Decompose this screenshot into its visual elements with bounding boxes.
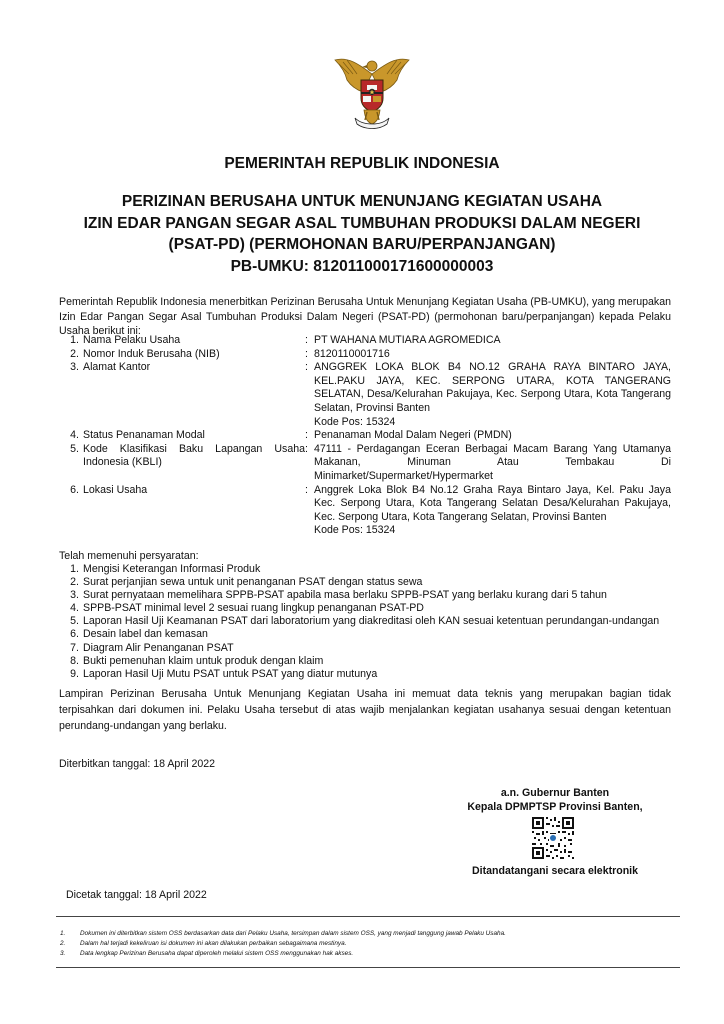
title-line: (PSAT-PD) (PERMOHONAN BARU/PERPANJANGAN) bbox=[168, 236, 556, 253]
field-row-business-name bbox=[59, 334, 671, 348]
footnote-text: Data lengkap Perizinan Berusaha dapat diperoleh melalui sistem OSS menggunakan hak akses. bbox=[80, 950, 354, 957]
item-number: 9. bbox=[70, 667, 79, 680]
item-text: SPPB-PSAT minimal level 2 sesuai ruang lingkup penanganan PSAT-PD bbox=[83, 602, 424, 615]
list-item bbox=[59, 615, 699, 628]
government-heading: PEMERINTAH REPUBLIK INDONESIA bbox=[224, 155, 500, 172]
footnotes bbox=[56, 916, 680, 968]
field-colon: : bbox=[305, 429, 308, 442]
field-number: 6. bbox=[70, 483, 79, 496]
list-item bbox=[59, 563, 699, 576]
location-text: Anggrek Loka Blok B4 No.12 Graha Raya Bintaro Jaya, Kel. Paku Jaya Kec. Serpong Utara, Kota Tangerang Selatan Desa/Kelurahan Pakujaya, Kec. Serpong Utara, Kota Tangerang Selatan, Provinsi Banten bbox=[314, 483, 671, 523]
item-number: 6. bbox=[70, 628, 79, 641]
field-value: PT WAHANA MUTIARA AGROMEDICA bbox=[314, 334, 501, 346]
field-value: 47111 - Perdagangan Eceran Berbagai Macam Barang Yang Utamanya Makanan, Minuman Atau Tembakau Di Minimarket/Supermarket/Hypermarket bbox=[314, 442, 671, 482]
field-colon: : bbox=[305, 347, 308, 360]
printed-date: Dicetak tanggal: 18 April 2022 bbox=[66, 889, 207, 901]
list-item bbox=[59, 668, 699, 681]
item-text: Laporan Hasil Uji Keamanan PSAT dari laboratorium yang diakreditasi oleh KAN sesuai ketentuan perundangan-undangan bbox=[83, 615, 660, 628]
field-value bbox=[314, 361, 671, 429]
field-label: Lokasi Usaha bbox=[83, 483, 148, 496]
item-text: Mengisi Keterangan Informasi Produk bbox=[83, 563, 261, 575]
field-row-investment-status bbox=[59, 429, 671, 443]
qr-code-icon bbox=[531, 816, 575, 860]
item-number: 4. bbox=[70, 602, 79, 615]
footnote-number: 1. bbox=[60, 930, 66, 937]
field-row-office-address bbox=[59, 361, 671, 429]
item-text: Laporan Hasil Uji Mutu PSAT untuk PSAT yang diatur mutunya bbox=[83, 667, 378, 680]
field-number: 5. bbox=[70, 442, 79, 455]
intro-paragraph: Pemerintah Republik Indonesia menerbitkan Perizinan Berusaha Untuk Menunjang Kegiatan Usaha (PB-UMKU), yang merupakan Izin Edar Pangan Segar Asal Tumbuhan Produksi Dalam Negeri (PSAT-PD) (permohonan baru/perpanjangan) kepada Pelaku Usaha berikut ini: bbox=[59, 296, 671, 337]
issued-date: Diterbitkan tanggal: 18 April 2022 bbox=[59, 758, 216, 770]
field-colon: : bbox=[305, 483, 308, 496]
signature-on-behalf: a.n. Gubernur Banten bbox=[500, 787, 610, 799]
item-number: 3. bbox=[70, 589, 79, 602]
closing-paragraph: Lampiran Perizinan Berusaha Untuk Menunjang Kegiatan Usaha ini memuat data teknis yang merupakan bagian tidak terpisahkan dari dokumen ini. Pelaku Usaha tersebut di atas wajib menjalankan kegiatan usahanya sesuai dengan ketentuan perundang-undangan yang berlaku. bbox=[59, 688, 671, 732]
list-item bbox=[59, 655, 699, 668]
item-text: Bukti pemenuhan klaim untuk produk dengan klaim bbox=[83, 654, 324, 667]
field-number: 2. bbox=[70, 347, 79, 360]
business-fields bbox=[59, 334, 671, 538]
item-number: 7. bbox=[70, 641, 79, 654]
title-line: PERIZINAN BERUSAHA UNTUK MENUNJANG KEGIATAN USAHA bbox=[121, 193, 603, 210]
field-value: 8120110001716 bbox=[314, 347, 390, 360]
list-item bbox=[59, 576, 699, 589]
footnote-number: 3. bbox=[60, 950, 66, 957]
field-number: 4. bbox=[70, 429, 79, 442]
item-number: 1. bbox=[70, 563, 79, 575]
field-label: Kode Klasifikasi Baku Lapangan Usaha Indonesia (KBLI) bbox=[83, 442, 305, 469]
garuda-emblem-icon bbox=[331, 52, 413, 132]
footnote bbox=[56, 949, 680, 959]
field-colon: : bbox=[305, 334, 308, 346]
field-colon: : bbox=[305, 442, 308, 455]
footnote bbox=[56, 939, 680, 949]
signature-official: Kepala DPMPTSP Provinsi Banten, bbox=[467, 801, 643, 813]
item-number: 2. bbox=[70, 576, 79, 589]
footnote-number: 2. bbox=[60, 940, 66, 947]
address-text: ANGGREK LOKA BLOK B4 NO.12 GRAHA RAYA BINTARO JAYA, KEL.PAKU JAYA, KEC. SERPONG UTARA, KOTA TANGERANG SELATAN, Desa/Kelurahan Pakujaya, Kec. Serpong Utara, Kota Tangerang Selatan, Provinsi Banten bbox=[314, 361, 671, 414]
field-value bbox=[314, 484, 671, 538]
field-label: Nama Pelaku Usaha bbox=[83, 334, 181, 346]
requirements-list bbox=[59, 563, 699, 681]
electronic-signature-note: Ditandatangani secara elektronik bbox=[471, 865, 639, 877]
list-item bbox=[59, 589, 699, 602]
list-item bbox=[59, 602, 699, 615]
item-text: Surat pernyataan memelihara SPPB-PSAT apabila masa berlaku SPPB-PSAT yang berlaku kurang dari 5 tahun bbox=[83, 589, 607, 602]
field-colon: : bbox=[305, 361, 308, 374]
list-item bbox=[59, 642, 699, 655]
footnote bbox=[56, 929, 680, 939]
postal-code: Kode Pos: 15324 bbox=[314, 415, 396, 428]
field-row-nib bbox=[59, 348, 671, 362]
document-title bbox=[0, 191, 724, 277]
field-value: Penanaman Modal Dalam Negeri (PMDN) bbox=[314, 429, 512, 442]
field-row-business-location bbox=[59, 484, 671, 538]
field-number: 3. bbox=[70, 361, 79, 374]
footnote-text: Dokumen ini diterbitkan sistem OSS berdasarkan data dari Pelaku Usaha, tersimpan dalam sistem OSS, yang menjadi tanggung jawab Pelaku Usaha. bbox=[80, 930, 506, 937]
item-text: Surat perjanjian sewa untuk unit penanganan PSAT dengan status sewa bbox=[83, 576, 423, 589]
list-item bbox=[59, 628, 699, 641]
field-label: Status Penanaman Modal bbox=[83, 429, 205, 442]
field-label: Alamat Kantor bbox=[83, 361, 151, 374]
requirements-title: Telah memenuhi persyaratan: bbox=[59, 550, 199, 562]
title-line: IZIN EDAR PANGAN SEGAR ASAL TUMBUHAN PRODUKSI DALAM NEGERI bbox=[83, 214, 641, 232]
item-text: Diagram Alir Penanganan PSAT bbox=[83, 641, 234, 654]
field-number: 1. bbox=[70, 334, 79, 346]
footnote-text: Dalam hal terjadi kekeliruan isi dokumen ini akan dilakukan perbaikan sebagaimana mestinya. bbox=[80, 940, 347, 947]
item-number: 5. bbox=[70, 615, 79, 628]
postal-code: Kode Pos: 15324 bbox=[314, 524, 396, 537]
field-row-kbli bbox=[59, 443, 671, 484]
item-text: Desain label dan kemasan bbox=[83, 628, 208, 641]
item-number: 8. bbox=[70, 654, 79, 667]
field-label: Nomor Induk Berusaha (NIB) bbox=[83, 347, 220, 360]
license-number: PB-UMKU: 812011000171600000003 bbox=[230, 257, 494, 275]
